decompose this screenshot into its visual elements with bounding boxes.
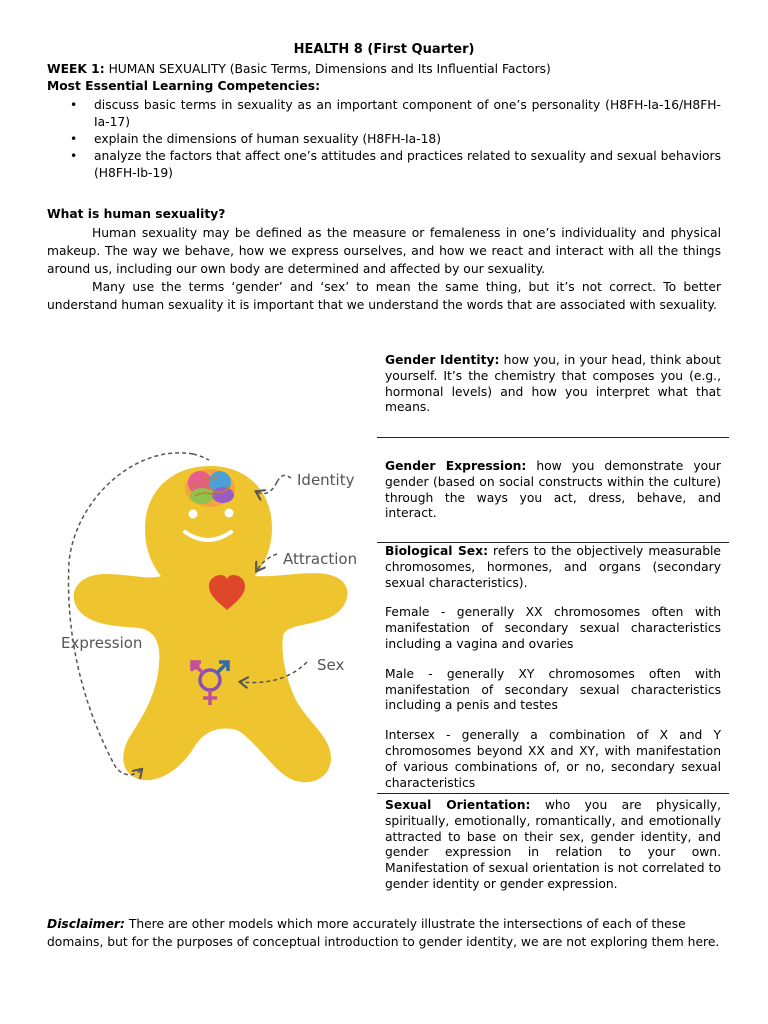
label-identity: Identity (297, 471, 355, 489)
divider (377, 437, 729, 438)
disclaimer-label: Disclaimer: (47, 917, 125, 931)
competencies-heading: Most Essential Learning Competencies: (47, 79, 321, 93)
label-attraction: Attraction (283, 550, 358, 568)
gingerbread-svg (45, 440, 375, 790)
competency-text: analyze the factors that affect one’s attitudes and practices related to sexuality and sexual behaviors (H8FH-Ib-19) (94, 149, 721, 180)
paragraph: Many use the terms ‘gender’ and ‘sex’ to mean the same thing, but it’s not correct. To better understand human sexuality it is important that we understand the words that are associated with sexuality. (47, 280, 721, 312)
definition-term: Biological Sex: (385, 544, 488, 558)
definition-term: Sexual Orientation: (385, 798, 531, 812)
gingerbread-body (74, 466, 348, 782)
right-eye (225, 509, 234, 518)
brain-icon (185, 469, 235, 507)
competency-text: explain the dimensions of human sexuality (H8FH-Ia-18) (94, 132, 442, 146)
week-label: WEEK 1: (47, 62, 105, 76)
week-text: HUMAN SEXUALITY (Basic Terms, Dimensions and Its Influential Factors) (104, 62, 551, 76)
female-definition: Female - generally XX chromosomes often with manifestation of secondary sexual characteristics including a vagina and ovaries (385, 605, 721, 651)
competency-item (47, 97, 721, 131)
page-title: HEALTH 8 (First Quarter) (293, 42, 475, 57)
competency-item (47, 148, 721, 182)
definition-term: Gender Identity: (385, 353, 500, 367)
bullet: • (70, 132, 78, 146)
gender-expression-definition (385, 459, 721, 536)
week-line (47, 61, 727, 78)
section-body (47, 224, 721, 314)
divider (377, 793, 729, 794)
definition-text: how you demonstrate your gender (based on social constructs within the culture) through the ways you act, dress, behave, and interact. (385, 459, 721, 521)
competency-list (47, 97, 721, 182)
gingerbread-figure (45, 440, 375, 790)
definition-text: who you are physically, spiritually, emotionally, romantically, and emotionally attracted to base on their sex, gender identity, and gender expression in relation to your own. Manifestation of sexual orientation is not correlated to gender identity or gender expression. (385, 798, 721, 891)
definition-term: Gender Expression: (385, 459, 527, 473)
paragraph: Human sexuality may be defined as the measure or femaleness in one’s individuality and physical makeup. The way we behave, how we express ourselves, and how we react and interact with all the things around us, including our own body are determined and affected by our sexuality. (47, 226, 721, 276)
label-expression: Expression (61, 634, 143, 652)
competency-item (47, 131, 721, 148)
label-sex: Sex (317, 656, 345, 674)
disclaimer-text: There are other models which more accurately illustrate the intersections of each of these domains, but for the purposes of conceptual introduction to gender identity, we are not exploring them here. (47, 917, 720, 949)
male-definition: Male - generally XY chromosomes often with manifestation of secondary sexual characteristics including a penis and testes (385, 666, 721, 713)
gender-identity-definition (385, 353, 721, 430)
section-heading: What is human sexuality? (47, 207, 226, 221)
sexual-orientation-definition (385, 798, 721, 907)
bullet: • (70, 149, 78, 163)
divider (377, 542, 729, 543)
intersex-definition: Intersex - generally a combination of X and Y chromosomes beyond XX and XY, with manifestation of various combinations of, or no, secondary sexual characteristics (385, 728, 721, 790)
left-eye (189, 510, 198, 519)
disclaimer (47, 916, 721, 951)
competency-text: discuss basic terms in sexuality as an important component of one’s personality (H8FH-Ia-16/H8FH-Ia-17) (94, 98, 721, 129)
definition-text: refers to the objectively measurable chromosomes, hormones, and organs (secondary sexual characteristics). (385, 544, 721, 590)
biological-sex-definition (385, 544, 721, 805)
bullet: • (70, 98, 78, 112)
definition-text: how you, in your head, think about yourself. It’s the chemistry that composes you (e.g., hormonal levels) and how you interpret what that means. (385, 353, 721, 415)
